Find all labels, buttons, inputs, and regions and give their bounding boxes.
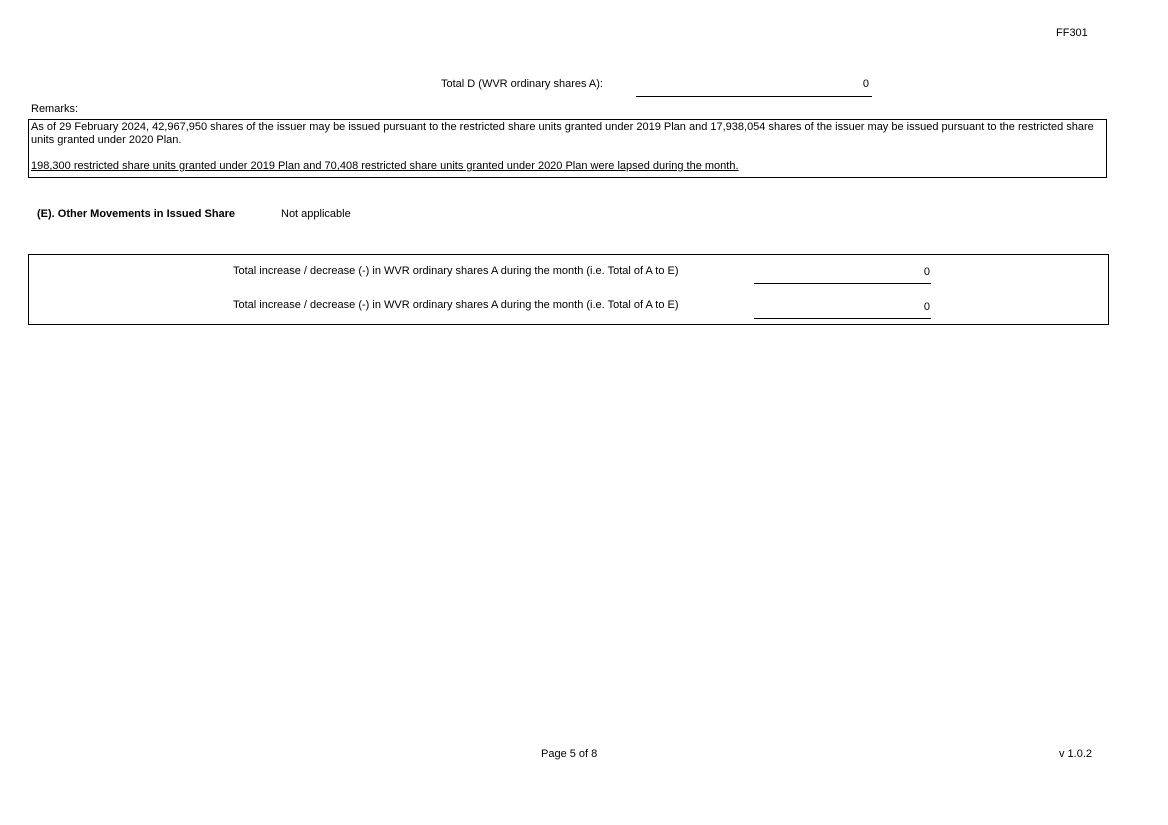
- total-increase-value: 0: [923, 266, 930, 278]
- total-increase-value: 0: [923, 301, 930, 313]
- total-increase-label: Total increase / decrease (-) in WVR ordinary shares A during the month (i.e. Total of A to E): [233, 265, 679, 277]
- totals-box: [28, 254, 1109, 325]
- section-e-value: Not applicable: [281, 208, 351, 220]
- remarks-box: [28, 119, 1107, 178]
- remarks-label: Remarks:: [31, 103, 79, 115]
- form-code: FF301: [1056, 27, 1088, 39]
- total-increase-label: Total increase / decrease (-) in WVR ordinary shares A during the month (i.e. Total of A to E): [233, 299, 679, 311]
- total-increase-field: [754, 265, 931, 284]
- total-increase-field: [754, 300, 931, 319]
- remarks-paragraph-2: 198,300 restricted share units granted under 2019 Plan and 70,408 restricted share units granted under 2020 Plan were lapsed during the month.: [31, 160, 739, 172]
- section-e-title: (E). Other Movements in Issued Share: [37, 208, 236, 220]
- page-number: Page 5 of 8: [541, 748, 598, 760]
- total-d-value: 0: [862, 78, 869, 90]
- remarks-paragraph-1: As of 29 February 2024, 42,967,950 shares of the issuer may be issued pursuant to the restricted share units granted under 2019 Plan and 17,938,054 shares of the issuer may be issued pursuant to the restricted share units granted under 2020 Plan.: [31, 121, 1094, 146]
- total-d-field: [636, 77, 872, 97]
- total-d-label: Total D (WVR ordinary shares A):: [441, 78, 603, 90]
- version-label: v 1.0.2: [1059, 748, 1093, 760]
